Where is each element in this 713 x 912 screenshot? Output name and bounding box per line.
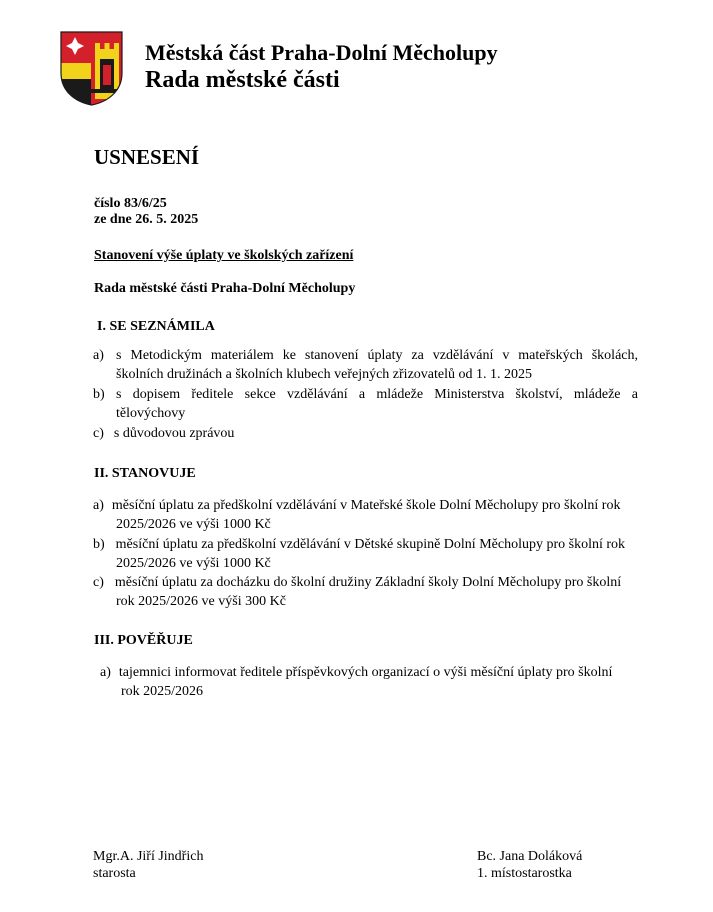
item-line: školních družinách a školních klubech veřejných zřizovatelů od 1. 1. 2025 [116,366,532,382]
signatory-name: Mgr.A. Jiří Jindřich [93,849,204,864]
item-line: s Metodickým materiálem ke stanovení úplaty za vzdělávání v mateřských školách, [116,348,638,363]
municipality-name: Městská část Praha-Dolní Měcholupy [145,40,498,65]
item-line: s dopisem ředitele sekce vzdělávání a mládeže Ministerstva školství, mládeže a [116,387,638,402]
item-label: c) [93,426,104,441]
item-label: a) [93,348,104,363]
item-label: a) [93,498,104,513]
item-line: rok 2025/2026 [121,684,204,699]
item-label: a) [100,665,111,680]
list-item [93,347,638,366]
list-item [93,386,638,405]
item-line: rok 2025/2026 ve výši 300 Kč [116,594,286,609]
resolution-number: číslo 83/6/25 [94,196,167,211]
signature-right [477,848,582,882]
item-label: c) [93,575,104,590]
council-name: Rada městské části [145,67,340,93]
list-item [100,664,612,683]
signature-left [93,848,203,882]
item-label: b) [93,537,105,552]
item-line: s důvodovou zprávou [113,426,235,441]
item-line: tělovýchovy [116,406,186,421]
item-line: měsíční úplatu za předškolní vzdělávání v Mateřské škole Dolní Měcholupy pro školní rok [111,498,621,513]
resolution-subject-text: Stanovení výše úplaty ve školských zařízení [94,248,354,263]
resolution-subject [94,248,353,264]
item-line: tajemnici informovat ředitele příspěvkových organizací o výši měsíční úplaty pro školní [118,665,613,680]
item-line: měsíční úplatu za předškolní vzdělávání v Dětské skupině Dolní Měcholupy pro školní rok [115,537,626,552]
section-heading: III. POVĚŘUJE [94,633,193,648]
list-item [93,536,625,555]
list-item [93,425,234,444]
section-heading: II. STANOVUJE [94,466,196,481]
list-item [93,497,620,516]
item-line: měsíční úplatu za docházku do školní družiny Základní školy Dolní Měcholupy pro školní [114,575,622,590]
item-line: 2025/2026 ve výši 1000 Kč [116,556,271,571]
document-title: USNESENÍ [94,145,200,169]
list-item [93,574,621,593]
item-label: b) [93,387,105,402]
coat-of-arms-logo [60,31,123,106]
signatory-role: 1. místostarostka [477,866,572,881]
item-line: 2025/2026 ve výši 1000 Kč [116,517,271,532]
signatory-name: Bc. Jana Doláková [477,849,583,864]
section-heading: I. SE SEZNÁMILA [97,319,215,334]
resolution-date: ze dne 26. 5. 2025 [94,212,199,227]
signatory-role: starosta [93,866,136,881]
council-body-name: Rada městské části Praha-Dolní Měcholupy [94,281,356,296]
